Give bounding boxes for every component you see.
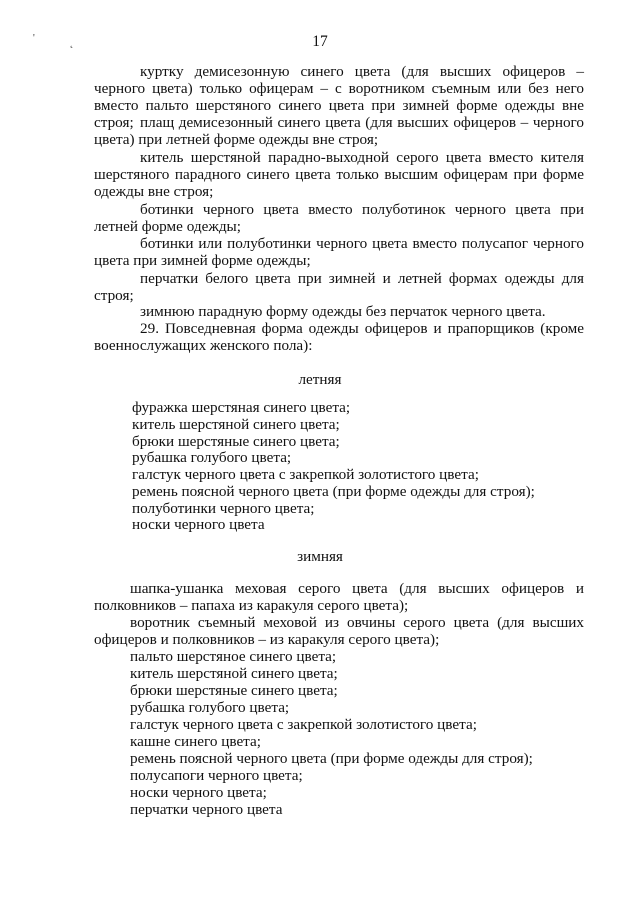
winter-item: полусапоги черного цвета; (130, 767, 303, 784)
page-number: 17 (312, 33, 328, 50)
intro-paragraph-6: перчатки белого цвета при зимней и летней формах одежды для строя; (94, 270, 584, 304)
winter-heading: зимняя (297, 548, 343, 565)
winter-item: китель шерстяной синего цвета; (130, 665, 338, 682)
section-29-paragraph: 29. Повседневная форма одежды офицеров и прапорщиков (кроме военнослужащих женского пола): (94, 320, 584, 354)
winter-item: перчатки черного цвета (130, 801, 283, 818)
summer-item: ремень поясной черного цвета (при форме одежды для строя); (132, 483, 535, 500)
winter-item: пальто шерстяное синего цвета; (130, 648, 337, 665)
winter-item: рубашка голубого цвета; (130, 699, 290, 716)
summer-item: носки черного цвета (132, 516, 265, 533)
winter-item: кашне синего цвета; (130, 733, 261, 750)
intro-paragraph-1: куртку демисезонную синего цвета (для высших офицеров – черного цвета) только офицерам – с воротником съемным или без него вместо пальто шерстяного синего цвета при зимней форме одежды вне строя; (94, 63, 584, 131)
intro-paragraph-4: ботинки черного цвета вместо полуботинок черного цвета при летней форме одежды; (94, 201, 584, 235)
intro-paragraph-5: ботинки или полуботинки черного цвета вместо полусапог черного цвета при зимней форме одежды; (94, 235, 584, 269)
summer-item: китель шерстяной синего цвета; (132, 416, 340, 433)
scan-mark: ˛ (70, 38, 74, 49)
intro-paragraph-3: китель шерстяной парадно-выходной серого цвета вместо кителя шерстяного парадного синего цвета только высшим офицерам при форме одежды вне строя; (94, 149, 584, 200)
scan-mark: ' (33, 33, 35, 44)
summer-item: фуражка шерстяная синего цвета; (132, 399, 351, 416)
summer-heading: летняя (298, 371, 342, 388)
winter-item: носки черного цвета; (130, 784, 267, 801)
winter-paragraph-1: шапка-ушанка меховая серого цвета (для высших офицеров и полковников – папаха из каракуля серого цвета); (94, 580, 584, 614)
winter-paragraph-2: воротник съемный меховой из овчины серого цвета (для высших офицеров и полковников – из каракуля серого цвета); (94, 614, 584, 648)
winter-item: галстук черного цвета с закрепкой золотистого цвета; (130, 716, 477, 733)
winter-item: брюки шерстяные синего цвета; (130, 682, 338, 699)
summer-item: полуботинки черного цвета; (132, 500, 315, 517)
intro-paragraph-2: плащ демисезонный синего цвета (для высших офицеров – черного цвета) при летней форме одежды вне строя; (94, 114, 584, 148)
winter-item: ремень поясной черного цвета (при форме одежды для строя); (130, 750, 533, 767)
summer-item: брюки шерстяные синего цвета; (132, 433, 340, 450)
summer-item: галстук черного цвета с закрепкой золотистого цвета; (132, 466, 479, 483)
summer-item: рубашка голубого цвета; (132, 449, 292, 466)
intro-paragraph-7: зимнюю парадную форму одежды без перчаток черного цвета. (140, 303, 546, 320)
